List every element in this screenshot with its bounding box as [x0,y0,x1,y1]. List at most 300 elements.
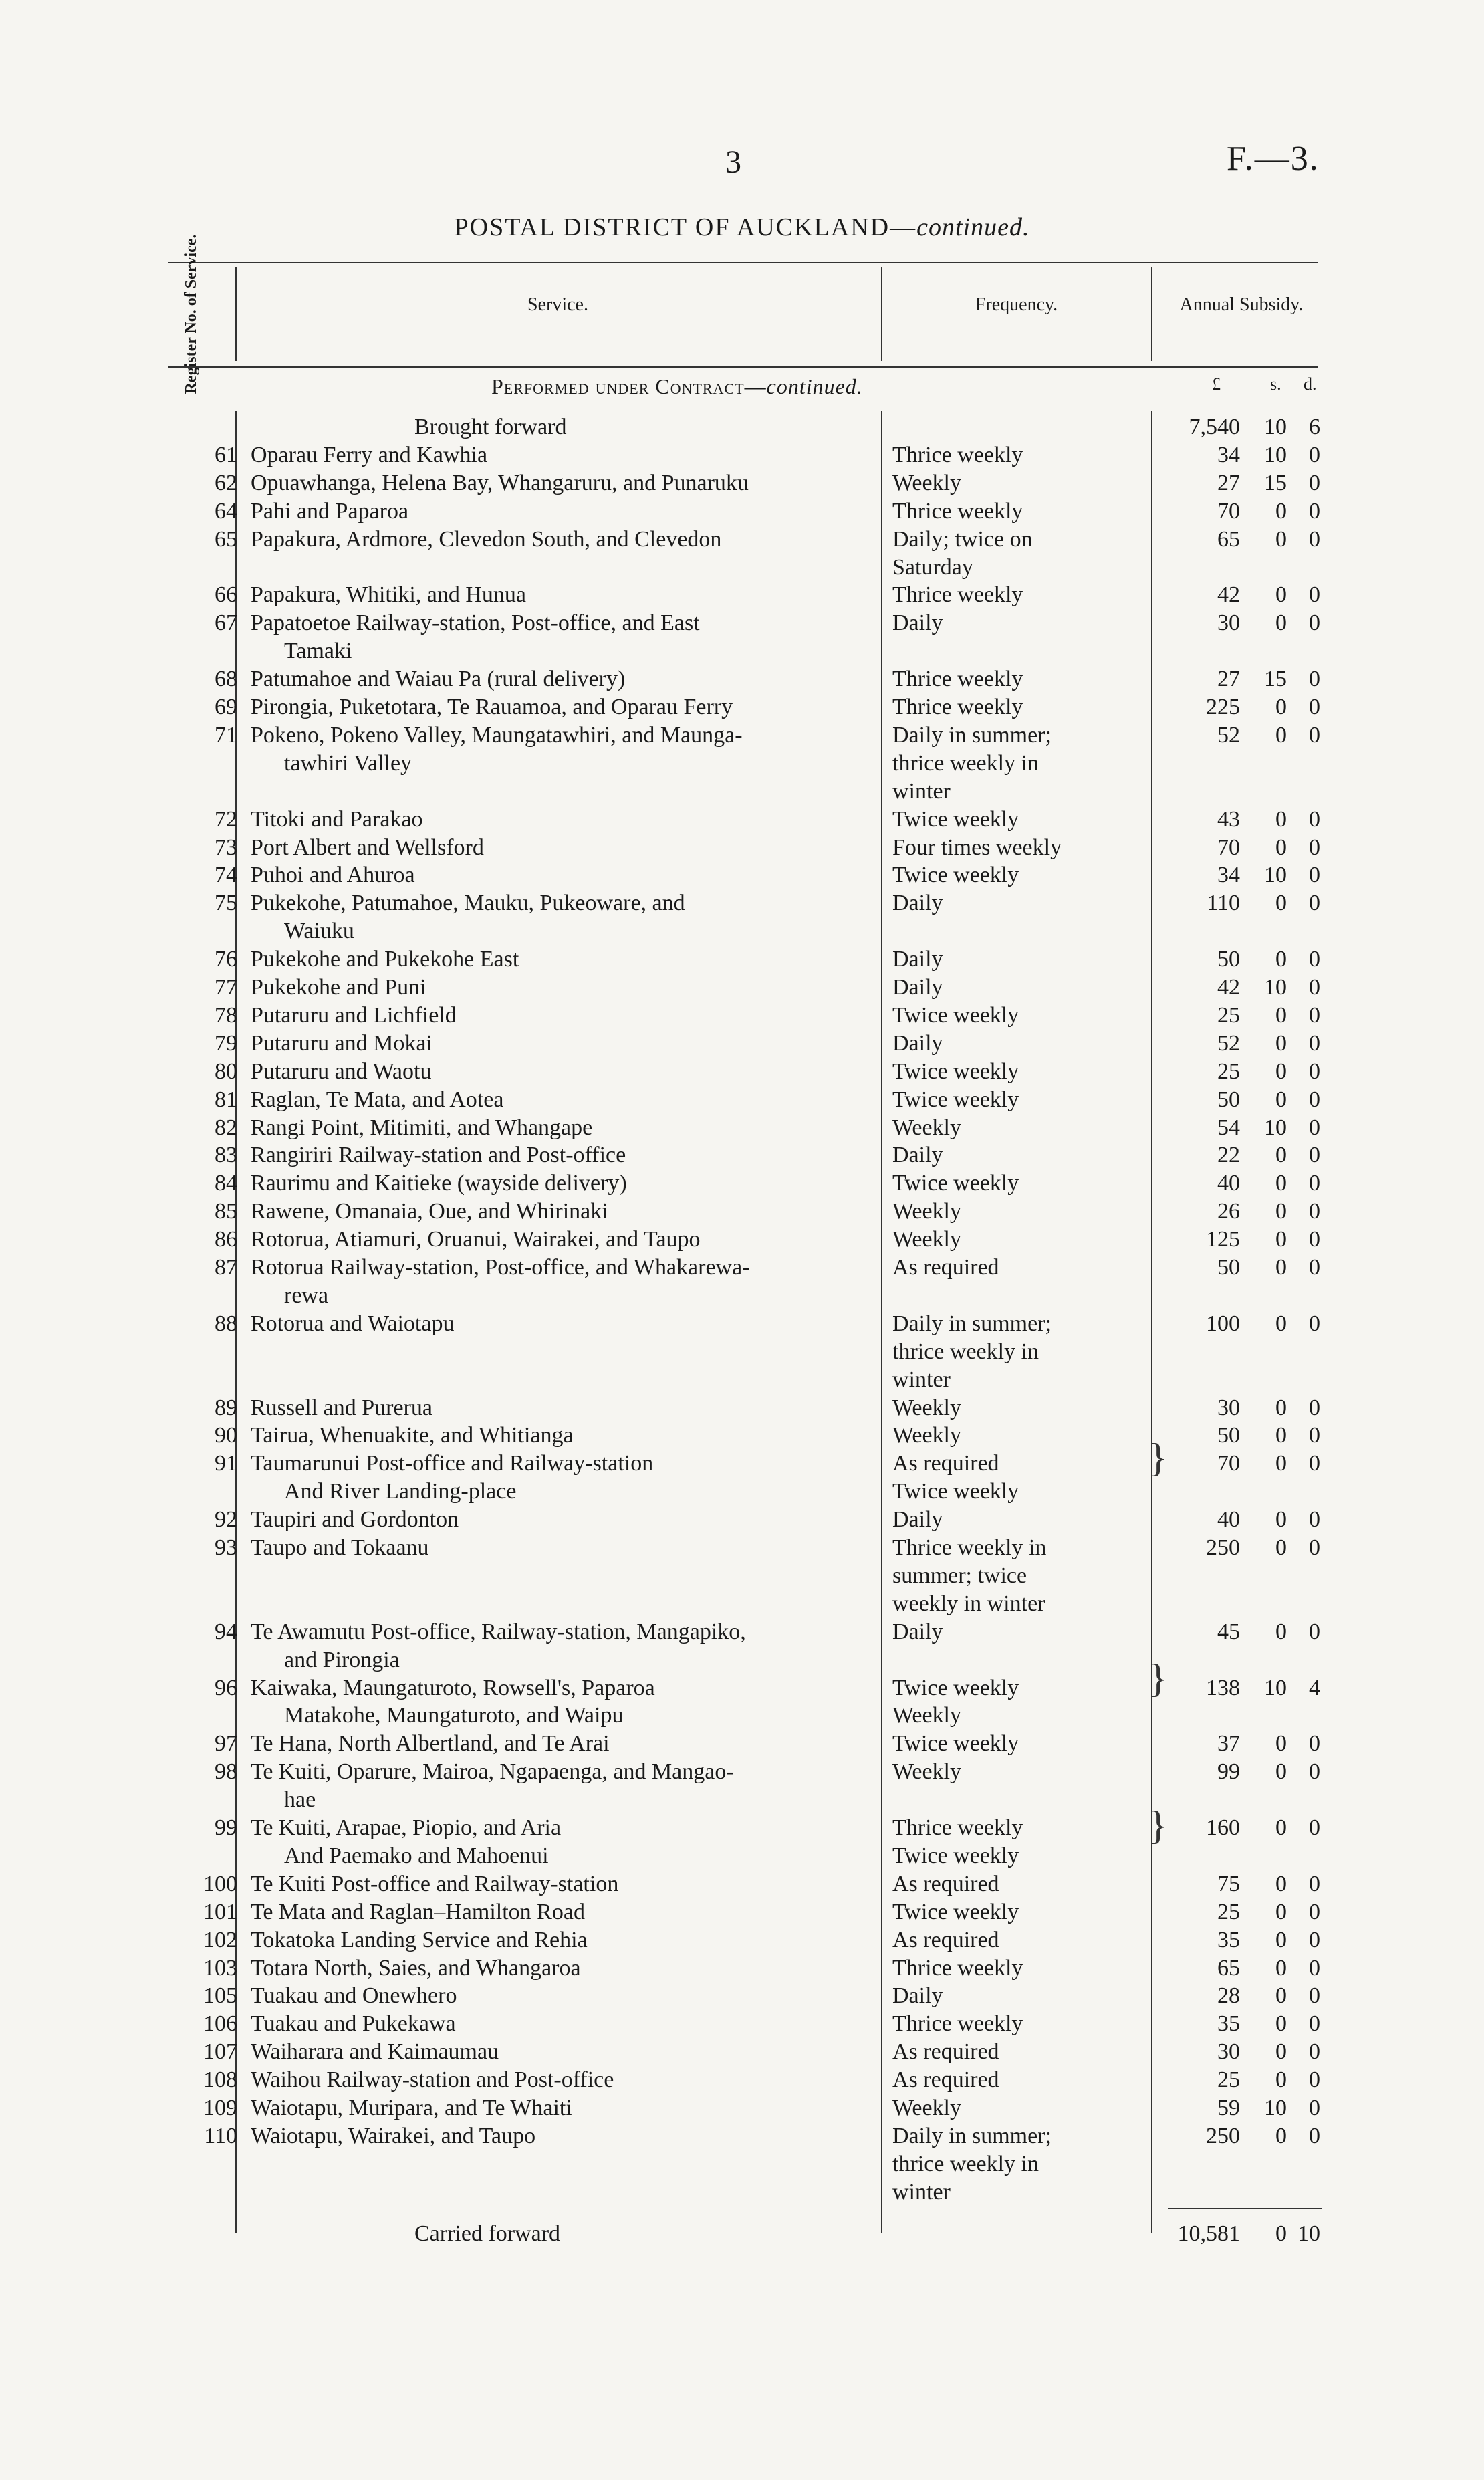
service-route: Te Kuiti, Oparure, Mairoa, Ngapaenga, and Mangao- [251,1759,734,1784]
frequency: Saturday [892,555,973,580]
annual-subsidy [1156,2066,1330,2094]
amount-pounds: 54 [1217,1115,1240,1140]
amount-pence: 0 [1309,2067,1320,2092]
amount-shillings: 0 [1275,2067,1287,2092]
amount-pounds: 250 [1206,1535,1240,1560]
frequency: winter [892,2180,951,2205]
service-route: Tuakau and Pukekawa [251,2011,456,2036]
amount-pounds: 35 [1217,1928,1240,1952]
frequency: Thrice weekly [892,582,1023,607]
frequency: thrice weekly in [892,751,1039,776]
frequency: thrice weekly in [892,2152,1039,2176]
column-divider [1151,411,1152,2233]
frequency: Daily in summer; [892,1311,1052,1336]
amount-shillings: 0 [1275,891,1287,915]
page-title [0,213,1484,242]
amount-pence: 0 [1309,1731,1320,1756]
frequency: Daily [892,1143,943,1167]
register-number: 85 [215,1199,237,1224]
register-number: 92 [215,1507,237,1532]
amount-shillings: 0 [1275,1199,1287,1224]
amount-shillings: 0 [1275,807,1287,832]
amount-shillings: 10 [1264,443,1287,467]
carried-forward-amount [1156,2220,1330,2247]
frequency: Thrice weekly [892,1815,1023,1840]
frequency: Daily; twice on [892,527,1033,552]
amount-pence: 0 [1309,1087,1320,1112]
annual-subsidy [1156,1086,1330,1113]
service-route: Putaruru and Mokai [251,1031,432,1056]
register-number: 96 [215,1676,237,1700]
amount-pence: 0 [1309,1059,1320,1084]
annual-subsidy [1156,1954,1330,1982]
document-reference: F.—3. [1227,140,1320,178]
register-number: 101 [203,1900,237,1924]
amount-pence: 0 [1309,1395,1320,1420]
amount-pounds: 34 [1217,443,1240,467]
amount-shillings: 0 [1275,1759,1287,1784]
register-number: 73 [215,835,237,860]
service-route: Waiotapu, Wairakei, and Taupo [251,2124,536,2148]
frequency: Twice weekly [892,1843,1019,1868]
annual-subsidy [1156,1814,1330,1841]
frequency: Daily in summer; [892,723,1052,748]
amount-pence: 0 [1309,1619,1320,1644]
amount-pence: 0 [1309,891,1320,915]
annual-subsidy [1156,1982,1330,2009]
amount-pounds: 59 [1217,2096,1240,2120]
amount-pounds: 45 [1217,1619,1240,1644]
amount-pence: 0 [1309,1031,1320,1056]
amount-shillings: 0 [1275,1507,1287,1532]
unit-pounds: £ [1212,374,1221,394]
annual-subsidy [1156,778,1330,805]
annual-subsidy [1156,469,1330,497]
register-number: 107 [203,2039,237,2064]
amount-pounds: 50 [1217,1255,1240,1280]
annual-subsidy [1156,1450,1330,1477]
amount-pence: 0 [1309,1900,1320,1924]
frequency: winter [892,1367,951,1392]
brace-icon: } [1148,1656,1168,1700]
amount-shillings: 10 [1264,2096,1287,2120]
service-route: And Paemako and Mahoenui [284,1843,549,1868]
annual-subsidy [1156,1141,1330,1169]
amount-shillings: 10 [1264,1115,1287,1140]
amount-shillings: 0 [1275,695,1287,719]
register-number: 72 [215,807,237,832]
amount-pounds: 22 [1217,1143,1240,1167]
amount-pence: 6 [1309,415,1320,439]
amount-pounds: 7,540 [1189,415,1240,439]
annual-subsidy [1156,1254,1330,1281]
amount-pence: 0 [1309,1423,1320,1448]
service-route: Papakura, Ardmore, Clevedon South, and Clevedon [251,527,722,552]
annual-subsidy [1156,2038,1330,2065]
amount-pence: 0 [1309,582,1320,607]
amount-pounds: 125 [1206,1227,1240,1252]
service-route: Tamaki [284,639,352,663]
amount-pounds: 50 [1217,1087,1240,1112]
service-route: Waiotapu, Muripara, and Te Whaiti [251,2096,572,2120]
annual-subsidy [1156,889,1330,917]
amount-shillings: 0 [1275,1003,1287,1028]
annual-subsidy [1156,1394,1330,1422]
amount-pounds: 110 [1207,891,1240,915]
frequency: As required [892,1255,999,1280]
annual-subsidy [1156,750,1330,777]
register-number: 77 [215,975,237,1000]
frequency: Daily [892,610,943,635]
register-number: 75 [215,891,237,915]
unit-shillings: s. [1270,374,1281,394]
amount-pence: 0 [1309,1928,1320,1952]
register-number: 84 [215,1171,237,1196]
amount-pence: 0 [1309,1535,1320,1560]
frequency: Weekly [892,471,961,495]
service-route: Rawene, Omanaia, Oue, and Whirinaki [251,1199,608,1224]
service-route: Waiuku [284,919,354,943]
amount-shillings: 0 [1275,2124,1287,2148]
amount-shillings: 10 [1264,863,1287,887]
header-rule-top [168,262,1318,263]
amount-pounds: 138 [1206,1676,1240,1700]
amount-shillings: 0 [1275,1983,1287,2008]
amount-shillings: 0 [1275,1087,1287,1112]
register-number: 105 [203,1983,237,2008]
annual-subsidy [1156,1702,1330,1729]
service-route: Pukekohe and Puni [251,975,426,1000]
annual-subsidy [1156,2178,1330,2206]
amount-shillings: 0 [1275,1928,1287,1952]
amount-pence: 0 [1309,975,1320,1000]
amount-shillings: 0 [1275,1731,1287,1756]
amount-pence: 0 [1309,1311,1320,1336]
amount-shillings: 0 [1275,1031,1287,1056]
amount-shillings: 0 [1275,2221,1287,2246]
amount-pounds: 250 [1206,2124,1240,2148]
frequency: Twice weekly [892,1003,1019,1028]
amount-pence: 0 [1309,499,1320,524]
amount-shillings: 0 [1275,835,1287,860]
service-route: Papakura, Whitiki, and Hunua [251,582,527,607]
service-route: Papatoetoe Railway-station, Post-office, and East [251,610,700,635]
frequency: Weekly [892,1703,961,1728]
amount-shillings: 0 [1275,582,1287,607]
amount-pounds: 52 [1217,1031,1240,1056]
annual-subsidy [1156,497,1330,525]
register-number: 103 [203,1956,237,1981]
annual-subsidy [1156,917,1330,945]
amount-shillings: 10 [1264,975,1287,1000]
service-route: Putaruru and Lichfield [251,1003,457,1028]
frequency: Weekly [892,2096,961,2120]
register-number: 87 [215,1255,237,1280]
service-route: Te Kuiti, Arapae, Piopio, and Aria [251,1815,562,1840]
service-route: Te Kuiti Post-office and Railway-station [251,1872,619,1896]
service-route: Puhoi and Ahuroa [251,863,415,887]
amount-shillings: 10 [1264,415,1287,439]
amount-pounds: 26 [1217,1199,1240,1224]
amount-pounds: 42 [1217,582,1240,607]
register-number: 82 [215,1115,237,1140]
annual-subsidy [1156,609,1330,637]
annual-subsidy [1156,1478,1330,1505]
amount-pounds: 27 [1217,471,1240,495]
service-route: and Pirongia [284,1648,400,1672]
amount-pence: 0 [1309,1255,1320,1280]
amount-pence: 0 [1309,1983,1320,2008]
amount-pence: 0 [1309,1003,1320,1028]
register-number: 69 [215,695,237,719]
amount-shillings: 0 [1275,1872,1287,1896]
annual-subsidy [1156,1422,1330,1449]
service-route: Matakohe, Maungaturoto, and Waipu [284,1703,624,1728]
amount-pence: 0 [1309,2011,1320,2036]
amount-shillings: 0 [1275,723,1287,748]
frequency: Thrice weekly in [892,1535,1047,1560]
service-route: And River Landing-place [284,1479,517,1504]
frequency: Daily in summer; [892,2124,1052,2148]
register-number: 79 [215,1031,237,1056]
amount-shillings: 0 [1275,1451,1287,1476]
annual-subsidy [1156,721,1330,749]
frequency: Thrice weekly [892,443,1023,467]
annual-subsidy [1156,1002,1330,1029]
service-route: Pukekohe and Pukekohe East [251,947,519,972]
amount-pence: 0 [1309,2039,1320,2064]
amount-pence: 0 [1309,1815,1320,1840]
register-number: 98 [215,1759,237,1784]
service-route: Pahi and Paparoa [251,499,409,524]
annual-subsidy [1156,1730,1330,1757]
service-route: hae [284,1787,316,1812]
section-heading [491,374,863,399]
register-number: 94 [215,1619,237,1644]
annual-subsidy [1156,441,1330,469]
register-number: 86 [215,1227,237,1252]
annual-subsidy [1156,2122,1330,2150]
frequency: Weekly [892,1759,961,1784]
service-route: Port Albert and Wellsford [251,835,484,860]
register-number: 68 [215,667,237,691]
amount-pence: 0 [1309,527,1320,552]
annual-subsidy [1156,554,1330,581]
annual-subsidy [1156,806,1330,833]
annual-subsidy [1156,1198,1330,1225]
amount-pounds: 99 [1217,1759,1240,1784]
amount-shillings: 0 [1275,1059,1287,1084]
amount-shillings: 15 [1264,471,1287,495]
title-continued: continued. [916,213,1030,241]
column-divider [881,411,882,2233]
frequency: Thrice weekly [892,1956,1023,1981]
service-route: Rotorua Railway-station, Post-office, and Whakarewa- [251,1255,750,1280]
frequency: weekly in winter [892,1591,1045,1616]
annual-subsidy [1156,1506,1330,1533]
frequency: As required [892,1928,999,1952]
amount-shillings: 0 [1275,2039,1287,2064]
service-route: Tuakau and Onewhero [251,1983,457,2008]
service-route: Taumarunui Post-office and Railway-station [251,1451,654,1476]
register-number: 90 [215,1423,237,1448]
frequency: winter [892,779,951,804]
amount-shillings: 0 [1275,1143,1287,1167]
service-route: Oparau Ferry and Kawhia [251,443,488,467]
frequency: Daily [892,1031,943,1056]
amount-pounds: 225 [1206,695,1240,719]
page-number: 3 [725,144,741,180]
service-route: Te Hana, North Albertland, and Te Arai [251,1731,610,1756]
amount-pence: 0 [1309,1507,1320,1532]
amount-shillings: 0 [1275,527,1287,552]
frequency: Twice weekly [892,1171,1019,1196]
column-header-register [158,234,225,394]
amount-pounds: 37 [1217,1731,1240,1756]
frequency: Daily [892,975,943,1000]
frequency: summer; twice [892,1563,1027,1588]
amount-shillings: 0 [1275,1956,1287,1981]
amount-pence: 0 [1309,2124,1320,2148]
service-route: Pokeno, Pokeno Valley, Maungatawhiri, and Maunga- [251,723,743,748]
service-route: Rotorua, Atiamuri, Oruanui, Wairakei, and Taupo [251,1227,701,1252]
amount-shillings: 0 [1275,1423,1287,1448]
amount-pence: 0 [1309,471,1320,495]
amount-shillings: 0 [1275,947,1287,972]
annual-subsidy [1156,2150,1330,2178]
amount-pounds: 43 [1217,807,1240,832]
annual-subsidy [1156,945,1330,973]
amount-pounds: 25 [1217,1059,1240,1084]
register-number: 99 [215,1815,237,1840]
register-number: 83 [215,1143,237,1167]
amount-shillings: 0 [1275,1535,1287,1560]
amount-pence: 0 [1309,863,1320,887]
service-route: Te Mata and Raglan–Hamilton Road [251,1900,585,1924]
amount-shillings: 0 [1275,1815,1287,1840]
register-number: 71 [215,723,237,748]
amount-pence: 0 [1309,835,1320,860]
register-number: 61 [215,443,237,467]
amount-pounds: 35 [1217,2011,1240,2036]
amount-pence: 0 [1309,2096,1320,2120]
frequency: thrice weekly in [892,1339,1039,1364]
header-rule-bottom [168,366,1318,368]
frequency: Daily [892,1983,943,2008]
service-route: Patumahoe and Waiau Pa (rural delivery) [251,667,626,691]
service-route: Brought forward [414,415,567,439]
amount-pounds: 70 [1217,499,1240,524]
amount-pence: 0 [1309,1171,1320,1196]
amount-pounds: 10,581 [1177,2221,1240,2246]
column-header-subsidy: Annual Subsidy. [1179,294,1304,315]
service-route: Opuawhanga, Helena Bay, Whangaruru, and Punaruku [251,471,749,495]
amount-pence: 0 [1309,807,1320,832]
register-number: 108 [203,2067,237,2092]
frequency: Thrice weekly [892,667,1023,691]
amount-shillings: 0 [1275,1395,1287,1420]
register-number: 109 [203,2096,237,2120]
brace-icon: } [1148,1436,1168,1480]
frequency: Twice weekly [892,1900,1019,1924]
amount-shillings: 0 [1275,2011,1287,2036]
annual-subsidy [1156,1786,1330,1813]
amount-pounds: 75 [1217,1872,1240,1896]
register-number: 74 [215,863,237,887]
register-number: 62 [215,471,237,495]
annual-subsidy [1156,637,1330,665]
frequency: Four times weekly [892,835,1062,860]
amount-pounds: 25 [1217,1900,1240,1924]
register-number: 106 [203,2011,237,2036]
service-route: Totara North, Saies, and Whangaroa [251,1956,581,1981]
amount-pounds: 42 [1217,975,1240,1000]
annual-subsidy [1156,2094,1330,2122]
service-route: Kaiwaka, Maungaturoto, Rowsell's, Paparoa [251,1676,655,1700]
amount-pence: 10 [1297,2221,1320,2246]
title-main: POSTAL DISTRICT OF AUCKLAND— [454,213,917,241]
annual-subsidy [1156,413,1330,441]
service-route: Titoki and Parakao [251,807,423,832]
annual-subsidy [1156,861,1330,889]
annual-subsidy [1156,581,1330,608]
amount-pence: 4 [1309,1676,1320,1700]
amount-pence: 0 [1309,1143,1320,1167]
frequency: As required [892,1872,999,1896]
frequency: Daily [892,1619,943,1644]
amount-pence: 0 [1309,667,1320,691]
amount-pence: 0 [1309,1199,1320,1224]
annual-subsidy [1156,2010,1330,2037]
register-number: 88 [215,1311,237,1336]
amount-pounds: 100 [1206,1311,1240,1336]
amount-pounds: 34 [1217,863,1240,887]
brace-icon: } [1148,1803,1168,1847]
frequency: Daily [892,891,943,915]
amount-pounds: 30 [1217,2039,1240,2064]
amount-pounds: 40 [1217,1171,1240,1196]
annual-subsidy [1156,1058,1330,1085]
amount-pounds: 30 [1217,610,1240,635]
annual-subsidy [1156,665,1330,693]
amount-pence: 0 [1309,1759,1320,1784]
amount-shillings: 15 [1264,667,1287,691]
register-number: 89 [215,1395,237,1420]
frequency: Daily [892,947,943,972]
annual-subsidy [1156,974,1330,1001]
amount-shillings: 0 [1275,1311,1287,1336]
frequency: Twice weekly [892,1059,1019,1084]
service-route: Rangiriri Railway-station and Post-office [251,1143,626,1167]
section-heading-continued: continued. [766,374,863,399]
amount-pence: 0 [1309,1227,1320,1252]
service-route: Pukekohe, Patumahoe, Mauku, Pukeoware, and [251,891,685,915]
amount-pounds: 27 [1217,667,1240,691]
annual-subsidy [1156,1842,1330,1870]
amount-pounds: 52 [1217,723,1240,748]
frequency: Twice weekly [892,863,1019,887]
amount-pence: 0 [1309,610,1320,635]
total-rule [1168,2208,1322,2209]
register-number: 93 [215,1535,237,1560]
register-number: 102 [203,1928,237,1952]
service-route: Pirongia, Puketotara, Te Rauamoa, and Oparau Ferry [251,695,733,719]
amount-pounds: 65 [1217,1956,1240,1981]
amount-pounds: 50 [1217,1423,1240,1448]
register-number: 78 [215,1003,237,1028]
amount-pounds: 28 [1217,1983,1240,2008]
register-number: 100 [203,1872,237,1896]
